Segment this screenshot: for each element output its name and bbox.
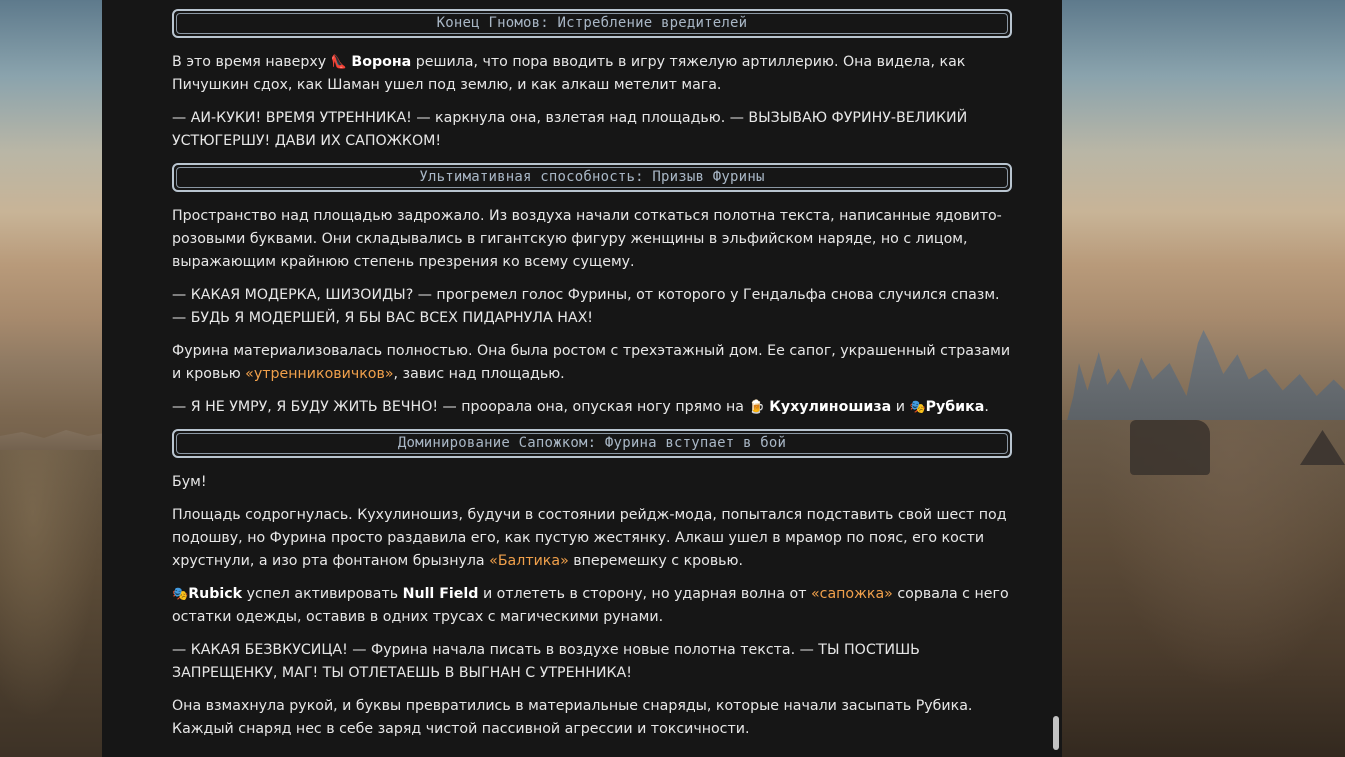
story-paragraph: [172, 583, 1012, 629]
section-banner-title: Ультимативная способность: Призыв Фурины: [419, 169, 765, 185]
story-paragraph: [172, 340, 1012, 386]
paragraph-text: — КАКАЯ МОДЕРКА, ШИЗОИДЫ? — прогремел голос Фурины, от которого у Гендальфа снова случился спазм.: [172, 287, 1000, 303]
story-paragraph: [172, 284, 1012, 330]
story-paragraph: — АИ-КУКИ! ВРЕМЯ УТРЕННИКА! — каркнула она, взлетая над площадью. — ВЫЗЫВАЮ ФУРИНУ-ВЕЛИКИЙ УСТЮГЕРШУ! ДАВИ ИХ САПОЖКОМ!: [172, 110, 968, 149]
scrollbar-track[interactable]: [1050, 0, 1062, 757]
character-name: Рубика: [925, 399, 985, 415]
high-heel-icon: 👠: [330, 55, 347, 70]
highlighted-quote: «Балтика»: [489, 553, 569, 569]
story-paragraph: Пространство над площадью задрожало. Из воздуха начали соткаться полотна текста, написанные ядовито-розовыми буквами. Они складывались в гигантскую фигуру женщины в эльфийском наряде, но с лицом, выражающим крайнюю степень презрения ко всему сущему.: [172, 208, 1002, 270]
story-paragraph: Бум!: [172, 474, 207, 490]
paragraph-text: успел активировать: [246, 586, 399, 602]
section-banner-title: Доминирование Сапожком: Фурина вступает в бой: [397, 435, 787, 451]
highlighted-quote: «утренниковичков»: [245, 366, 394, 382]
scrollbar-thumb[interactable]: [1053, 716, 1059, 750]
character-name: Ворона: [351, 54, 412, 70]
section-banner-title: Конец Гномов: Истребление вредителей: [436, 15, 748, 31]
story-content: [172, 0, 1012, 741]
paragraph-text: В это время наверху: [172, 54, 327, 70]
theater-masks-icon: 🎭: [172, 587, 189, 602]
section-banner: [172, 9, 1012, 38]
paragraph-text: .: [984, 399, 989, 415]
paragraph-text: Фурина материализовалась полностью. Она была ростом с трехэтажный дом. Ее сапог, украшенный стразами и кровью: [172, 343, 1011, 382]
paragraph-text: — Я НЕ УМРУ, Я БУДУ ЖИТЬ ВЕЧНО! — проорала она, опуская ногу прямо на: [172, 399, 744, 415]
paragraph-text: и отлететь в сторону, но ударная волна от: [482, 586, 807, 602]
beer-mug-icon: 🍺: [748, 400, 765, 415]
paragraph-text: , завис над площадью.: [393, 366, 565, 382]
background-ground-left: [0, 450, 110, 757]
skill-name: Null Field: [402, 586, 479, 602]
chat-message-panel: [102, 0, 1062, 757]
paragraph-text: Площадь содрогнулась. Кухулиношиз, будучи в состоянии рейдж-мода, попытался подставить свой шест под подошву, но Фурина просто раздавила его, как пустую жестянку. Алкаш ушел в мрамор по пояс, его кости хрустнули, а изо рта фонтаном брызнула: [172, 507, 1007, 569]
background-rock: [1130, 420, 1210, 475]
paragraph-text: решила, что пора вводить в игру тяжелую артиллерию. Она видела, как Пичушкин сдох, как Шаман ушел под землю, и как алкаш метелит мага.: [172, 54, 966, 93]
character-name: Кухулиношиза: [769, 399, 892, 415]
paragraph-text: вперемешку с кровью.: [573, 553, 743, 569]
story-paragraph: [172, 504, 1012, 573]
story-paragraph: Она взмахнула рукой, и буквы превратились в материальные снаряды, которые начали засыпать Рубика. Каждый снаряд нес в себе заряд чистой пассивной агрессии и токсичности.: [172, 698, 973, 737]
paragraph-text: и: [895, 399, 905, 415]
character-name: Rubick: [188, 586, 243, 602]
theater-masks-icon: 🎭: [909, 400, 926, 415]
story-paragraph: [172, 51, 1012, 97]
paragraph-text: — БУДЬ Я МОДЕРШЕЙ, Я БЫ ВАС ВСЕХ ПИДАРНУЛА НАХ!: [172, 310, 593, 326]
section-banner: [172, 163, 1012, 192]
section-banner: [172, 429, 1012, 458]
story-paragraph: — КАКАЯ БЕЗВКУСИЦА! — Фурина начала писать в воздухе новые полотна текста. — ТЫ ПОСТИШЬ ЗАПРЕЩЕНКУ, МАГ! ТЫ ОТЛЕТАЕШЬ В ВЫГНАН С УТРЕННИКА!: [172, 642, 920, 681]
story-paragraph: [172, 396, 1012, 419]
paragraph-text: сорвала с него остатки одежды, оставив в одних трусах с магическими рунами.: [172, 586, 1009, 625]
highlighted-quote: «сапожка»: [810, 586, 893, 602]
